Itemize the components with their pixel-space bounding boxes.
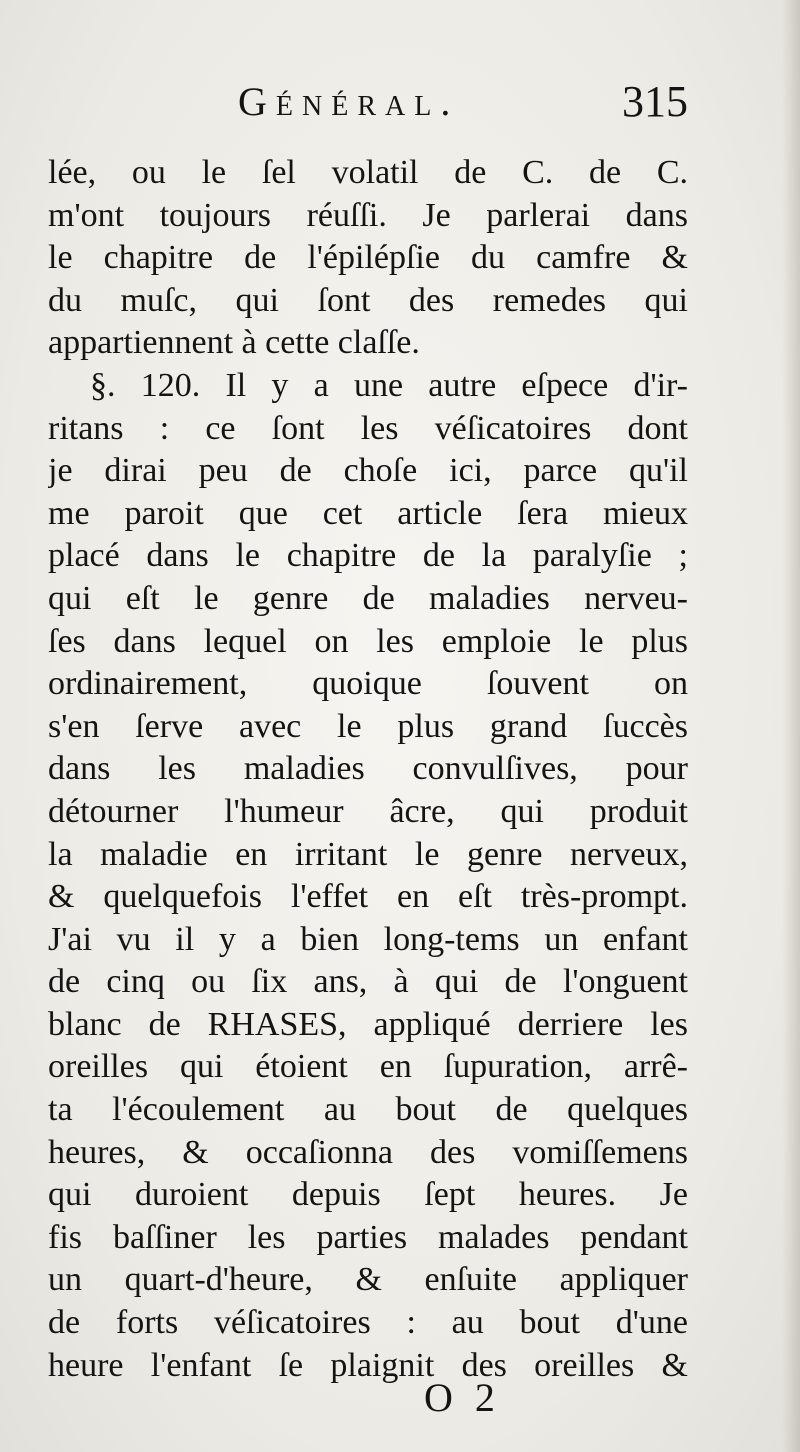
text-line: heures, & occaſionna des vomiſſemens (48, 1133, 688, 1171)
running-title: Général. (238, 79, 460, 124)
text-line: détourner l'humeur âcre, qui produit (48, 792, 688, 830)
text-line: lée, ou le ſel volatil de C. de C. (48, 154, 688, 191)
page-number: 315 (622, 77, 688, 126)
text-line: blanc de RHASES, appliqué derriere les (48, 1005, 688, 1043)
text-line: de forts véſicatoires : au bout d'une (48, 1304, 688, 1342)
page-edge-shadow (782, 0, 800, 1452)
text-line: heure l'enfant ſe plaignit des oreilles & (48, 1346, 688, 1384)
text-line: ritans : ce ſont les véſicatoires dont (48, 409, 688, 447)
text-line: & quelquefois l'effet en eſt très-prompt. (48, 878, 688, 916)
text-line: qui duroient depuis ſept heures. Je (48, 1176, 688, 1214)
text-line: fis baſſiner les parties malades pendant (48, 1218, 688, 1256)
text-line: le chapitre de l'épilépſie du camfre & (48, 239, 688, 277)
text-line: m'ont toujours réuſſi. Je parlerai dans (48, 196, 688, 234)
page-header (0, 72, 800, 132)
text-line: la maladie en irritant le genre nerveux, (48, 835, 688, 873)
text-line: ſes dans lequel on les emploie le plus (48, 622, 688, 660)
text-line: oreilles qui étoient en ſupuration, arrê- (48, 1048, 688, 1086)
text-line: ta l'écoulement au bout de quelques (48, 1091, 688, 1129)
text-line: qui eſt le genre de maladies nerveu- (48, 579, 688, 617)
text-line: appartiennent à cette claſſe. (48, 324, 420, 362)
text-line: un quart-d'heure, & enſuite appliquer (48, 1261, 688, 1299)
text-line: me paroit que cet article ſera mieux (48, 494, 688, 532)
text-line: dans les maladies convulſives, pour (48, 750, 688, 788)
text-line: J'ai vu il y a bien long-tems un enfant (48, 920, 688, 958)
text-line: de cinq ou ſix ans, à qui de l'onguent (48, 963, 688, 1001)
text-line: du muſc, qui ſont des remedes qui (48, 281, 688, 319)
text-line: s'en ſerve avec le plus grand ſuccès (48, 707, 688, 745)
text-line: ordinairement, quoique ſouvent on (48, 665, 688, 703)
text-line: §. 120. Il y a une autre eſpece d'ir- (90, 366, 688, 404)
signature-mark: O 2 (424, 1375, 501, 1420)
body-text (48, 152, 688, 1387)
text-line: je dirai peu de choſe ici, parce qu'il (48, 452, 688, 490)
text-line: placé dans le chapitre de la paralyſie ; (48, 537, 688, 575)
